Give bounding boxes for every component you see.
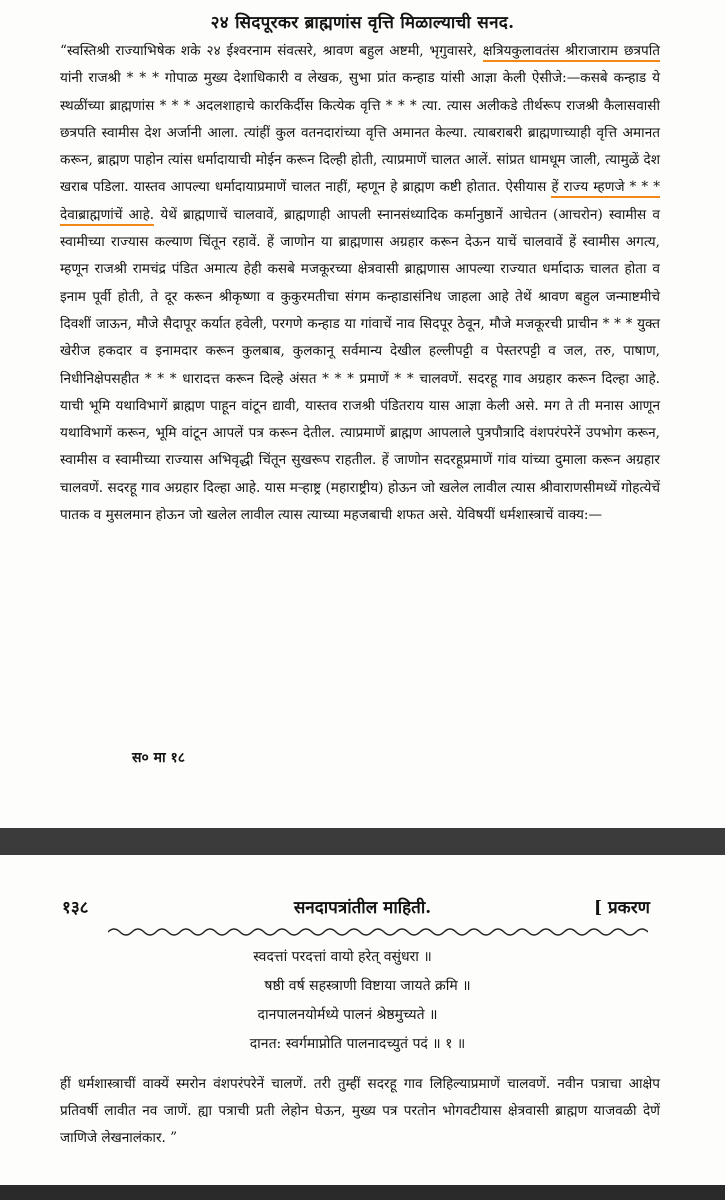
page-number: १३८ [62, 898, 89, 918]
highlighted-phrase-2: हें राज्य म्हणजे * * * देवाब्राह्मणांचें आहे. [60, 179, 660, 225]
verse-line-3: दानपालनयोर्मध्ये पालनं श्रेष्ठमुच्यते ॥ [257, 1007, 438, 1023]
scan-page-bottom [0, 855, 725, 1185]
closing-text: हीं धर्मशास्त्राचीं वाक्यें स्मरोन वंशपरंपरेनें चालणें. तरी तुम्हीं सदरहू गाव लिहिल्याप्रमाणें चालवणें. नवीन पत्राचा आक्षेप प्रतिवर्षी लावीत नव जाणें. ह्या पत्राची प्रती लेहोन घेऊन, मुख्य पत्र परतोन भोगवटीयास क्षेत्रवासी ब्राह्मण याजवळी देणें जाणिजे लेखनालंकार. ” [60, 1076, 660, 1146]
body-text-part-1: “स्वस्तिश्री राज्याभिषेक शके २४ ईश्वरनाम संवत्सरे, श्रावण बहुल अष्टमी, भृगुवासरे, [60, 43, 483, 59]
date-line: स० मा १८ [132, 750, 186, 766]
document-heading: २४ सिदपूरकर ब्राह्मणांस वृत्ति मिळाल्याची सनद. [210, 13, 515, 33]
wavy-rule [108, 925, 648, 939]
page-separator [0, 828, 725, 855]
verse-line-4: दानत: स्वर्गमाप्नोति पालनादच्युतं पदं ॥ १ ॥ [249, 1036, 466, 1052]
closing-paragraph [60, 1071, 660, 1152]
running-head: सनदापत्रांतील माहिती. [293, 898, 432, 918]
verse-line-1: स्वदत्तां परदत्तां वायो हरेत् वसुंधरा ॥ [253, 949, 432, 965]
section-label: [ प्रकरण [594, 898, 650, 918]
body-text-part-3: येथें ब्राह्मणाचें चालवावें, ब्राह्मणाही आपली स्नानसंध्यादिक कर्मानुष्ठानें आचेतन (आचरोन) स्वामीस व स्वामीच्या राज्यास कल्याण चिंतून रहावें. हें जाणोन या ब्राह्मणास अग्रहार करून देऊन याचें चालवावें हें स्वामीस अगत्य, म्हणून राजश्री रामचंद्र पंडित अमात्य हेही कसबे मजकूरच्या क्षेत्रवासी ब्राह्मणास आपल्या राज्यात धर्मादाऊ चालत होता व इनाम पूर्वी होती, ते दूर करून श्रीकृष्णा व कुकुरमतीचा संगम कन्हाडासंनिध जाहला आहे तेथें श्रावण बहुल जन्माष्टमीचे दिवशीं जाऊन, मौजे सैदापूर कर्यात हवेली, परगणे कन्हाड या गांवाचें नाव सिदपूर ठेवून, मौजे मजकूरची प्राचीन * * * युक्त खेरीज हकदार व इनामदार करून कुलबाब, कुलकानू सर्वमान्य देखील हल्लीपट्टी व पेस्तरपट्टी व जल, तरु, पाषाण, निधीनिक्षेपसहीत * * * धारादत्त करून दिल्हे अंसत * * * प्रमाणें * * चालवणें. सदरहू गाव अग्रहार करून दिल्हा आहे. याची भूमि यथाविभागें ब्राह्मण पाहून वांटून द्यावी, यास्तव राजश्री पंडितराय यास आज्ञा केली असे. मग ते ती मनास आणून यथाविभागें करून, भूमि वांटून आपलें पत्र करून देतील. त्याप्रमाणें ब्राह्मण आपलाले पुत्रपौत्रादि वंशपरंपरेनें उपभोग करून, स्वामीस व स्वामीच्या राज्यास अभिवृद्धी चिंतून सुखरूप राहतील. हें जाणोन सदरहूप्रमाणें गांव यांच्या दुमाला करून अग्रहार चालवणें. सदरहू गाव अग्रहार दिल्हा आहे. यास मऱ्हाष्ट्र (महाराष्ट्रीय) होऊन जो खलेल लावील त्यास श्रीवाराणसीमध्यें गोहत्येचें पातक व मुसलमान होऊन जो खलेल लावील त्यास त्याच्या महजबाची शफत असे. येविषयीं धर्मशास्त्राचें वाक्य:— [60, 206, 660, 524]
highlighted-phrase-1: क्षत्रियकुलावतंस श्रीराजाराम छत्रपति [483, 43, 660, 62]
screen-bottom-bar [0, 1185, 725, 1200]
body-text-part-2: यांनी राजश्री * * * गोपाळ मुख्य देशाधिकारी व लेखक, सुभा प्रांत कन्हाड यांसी आज्ञा केली ऐसीजे:—कसबे कन्हाड ये स्थळींच्या ब्राह्मणांस * * * अदलशाहाचे कारकिर्दीस कित्येक वृत्ति * * * त्या. त्यास अलीकडे तीर्थरूप राजश्री कैलासवासी छत्रपति स्वामीस देश अर्जानी आला. त्यांहीं कुल वतनदारांच्या वृत्ति अमानत केल्या. त्याबराबरी ब्राह्मणाच्याही वृत्ति अमानत करून, ब्राह्मण पाहोन त्यांस धर्मादायाची मोईन करून दिल्ही होती, त्याप्रमाणें चालत आलें. सांप्रत धामधूम जाली, त्यामुळें देश खराब पडिला. यास्तव आपल्या धर्मादायाप्रमाणें चालत नाहीं, म्हणून हे ब्राह्मण कष्टी होतात. ऐसीयास [60, 70, 660, 196]
sanad-body [60, 38, 660, 529]
verse-line-2: षष्ठी वर्ष सहस्त्राणी विष्टाया जायते क्रमि ॥ [264, 978, 471, 994]
